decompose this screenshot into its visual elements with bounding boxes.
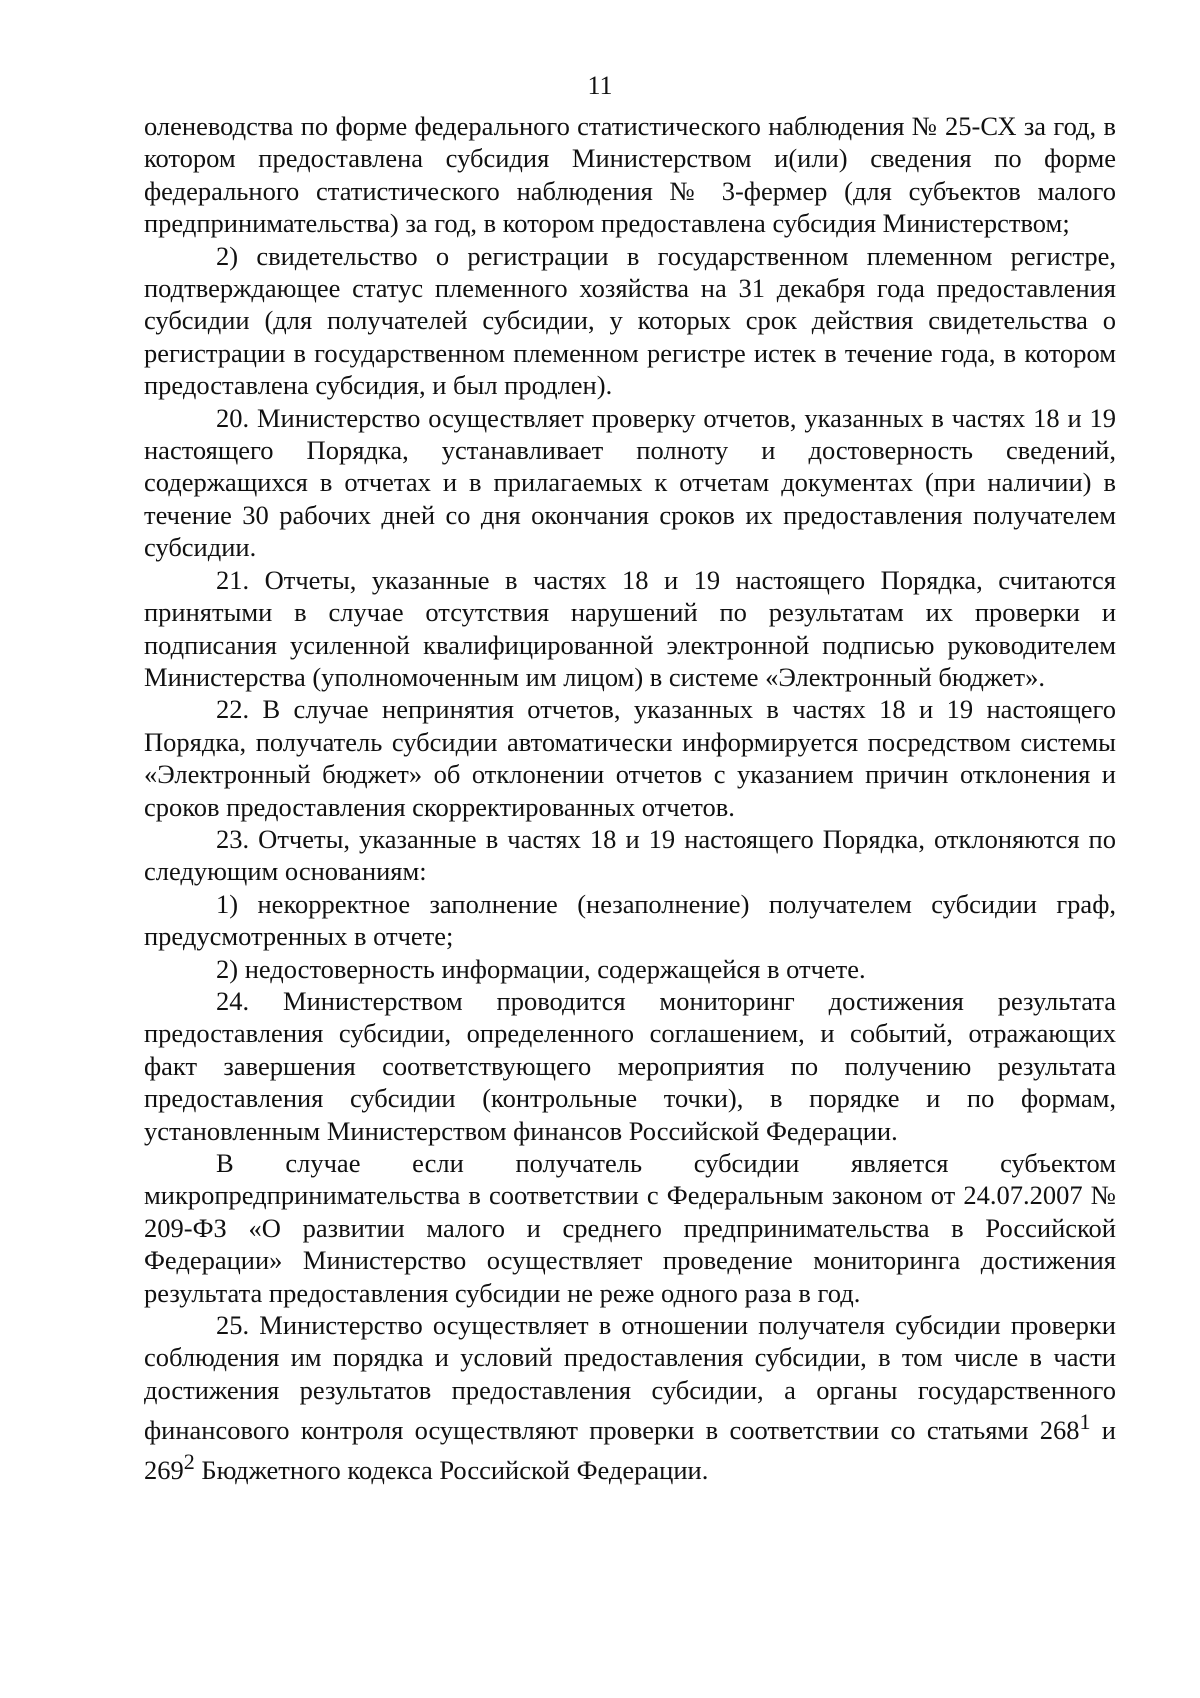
paragraph-25-text-after: Бюджетного кодекса Российской Федерации. bbox=[194, 1455, 709, 1486]
paragraph-24: 24. Министерством проводится мониторинг достижения результата предоставления субсидии, определенного соглашением, и событий, отражающих факт завершения соответствующего мероприятия по получению результата предоставления субсидии (контрольные точки), в порядке и по формам, установленным Министерством финансов Российской Федерации. bbox=[144, 985, 1116, 1146]
paragraph-24-micro: В случае если получатель субсидии является субъектом микропредпринимательства в соответствии с Федеральным законом от 24.07.2007 № 209-ФЗ «О развитии малого и среднего предпринимательства в Российской Федерации» Министерство осуществляет проведение мониторинга достижения результата предоставления субсидии не реже одного раза в год. bbox=[144, 1148, 1116, 1308]
document-body bbox=[144, 110, 1116, 1487]
superscript-1: 1 bbox=[1079, 1409, 1091, 1435]
paragraph-25-text-middle: и 269 bbox=[144, 1415, 1116, 1486]
paragraph-23-item-2: 2) недостоверность информации, содержащейся в отчете. bbox=[216, 953, 866, 984]
paragraph-1-continuation: оленеводства по форме федерального статистического наблюдения № 25-СХ за год, в котором предоставлена субсидия Министерством и(или) сведения по форме федерального статистического наблюдения № 3-фермер (для субъектов малого предпринимательства) за год, в котором предоставлена субсидия Министерством; bbox=[144, 111, 1116, 239]
paragraph-25 bbox=[144, 1309, 1116, 1487]
paragraph-25-text-before: 25. Министерство осуществляет в отношении получателя субсидии проверки соблюдения им порядка и условий предоставления субсидии, в том числе в части достижения результатов предоставления субсидии, а органы государственного финансового контроля осуществляют проверки в соответствии со статьями 268 bbox=[144, 1310, 1116, 1446]
superscript-2: 2 bbox=[183, 1449, 195, 1475]
paragraph-22: 22. В случае непринятия отчетов, указанных в частях 18 и 19 настоящего Порядка, получатель субсидии автоматически информируется посредством системы «Электронный бюджет» об отклонении отчетов с указанием причин отклонения и сроков предоставления скорректированных отчетов. bbox=[144, 694, 1116, 822]
paragraph-2-certificate: 2) свидетельство о регистрации в государственном племенном регистре, подтверждающее статус племенного хозяйства на 31 декабря года предоставления субсидии (для получателей субсидии, у которых срок действия свидетельства о регистрации в государственном племенном регистре истек в течение года, в котором предоставлена субсидия, и был продлен). bbox=[144, 240, 1116, 401]
paragraph-21: 21. Отчеты, указанные в частях 18 и 19 настоящего Порядка, считаются принятыми в случае отсутствия нарушений по результатам их проверки и подписания усиленной квалифицированной электронной подписью руководителем Министерства (уполномоченным им лицом) в системе «Электронный бюджет». bbox=[144, 564, 1116, 692]
paragraph-23-item-1: 1) некорректное заполнение (незаполнение) получателем субсидии граф, предусмотренных в отчете; bbox=[144, 888, 1116, 952]
paragraph-20: 20. Министерство осуществляет проверку отчетов, указанных в частях 18 и 19 настоящего Порядка, устанавливает полноту и достоверность сведений, содержащихся в отчетах и в прилагаемых к отчетам документах (при наличии) в течение 30 рабочих дней со дня окончания сроков их предоставления получателем субсидии. bbox=[144, 402, 1116, 563]
paragraph-23: 23. Отчеты, указанные в частях 18 и 19 настоящего Порядка, отклоняются по следующим основаниям: bbox=[144, 823, 1116, 887]
page-number: 11 bbox=[587, 71, 613, 100]
